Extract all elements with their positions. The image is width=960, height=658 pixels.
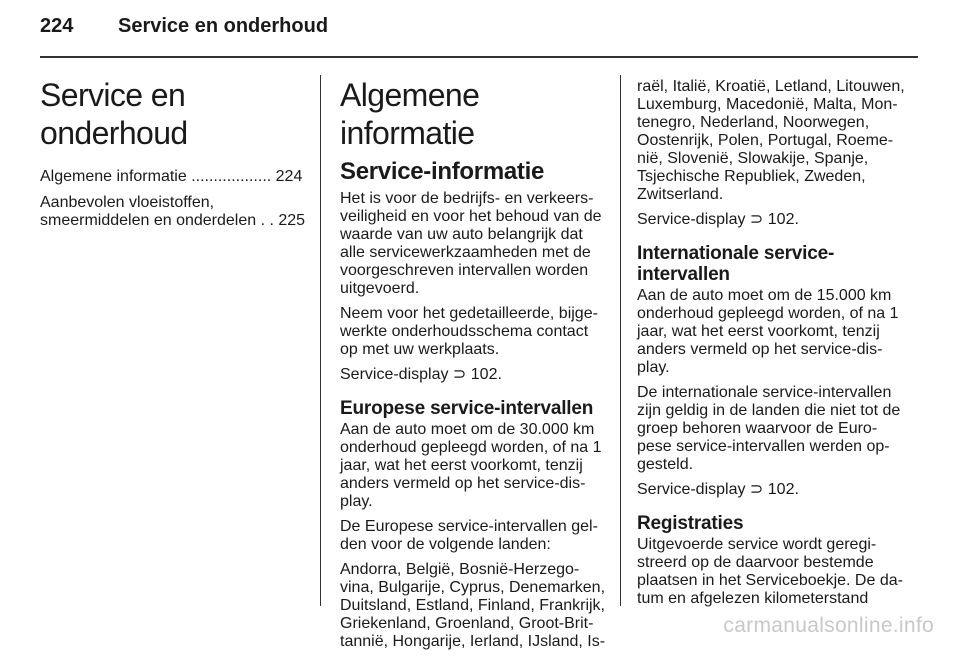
service-informatie-heading: Service-informatie (340, 158, 545, 185)
table-of-contents (40, 168, 308, 230)
registraties-heading: Registraties (637, 513, 744, 534)
internationale-intervallen-heading: Internationale service-intervallen (637, 243, 835, 285)
watermark: carmanualsonline.info (723, 614, 934, 637)
chapter-title: Algemene informatie (340, 77, 480, 151)
section-heading: Service en onderhoud (40, 77, 188, 151)
column-divider-2 (620, 75, 621, 606)
paragraph: Neem voor het gedetailleerde, bijge- werkte onderhoudsschema contact op met uw werkplaats. (340, 305, 598, 358)
toc-entry-aanbevolen-vloeistoffen[interactable]: Aanbevolen vloeistoffen, smeermiddelen en onderdelen . . 225 (40, 194, 306, 229)
europese-intervallen-heading: Europese service-intervallen (340, 398, 594, 419)
header-title: Service en onderhoud (118, 15, 329, 37)
paragraph: De internationale service-intervallen zijn geldig in de landen die niet tot de groep behoren waarvoor de Euro- pese service-intervallen werden op- gesteld. (637, 384, 901, 473)
paragraph: De Europese service-intervallen gel- den voor de volgende landen: (340, 518, 598, 553)
column-divider-1 (320, 75, 321, 606)
paragraph: Uitgevoerde service wordt geregi- streerd op de daarvoor bestemde plaatsen in het Serviceboekje. De da- tum en afgelezen kilometerstand (637, 536, 903, 607)
middle-column (340, 62, 608, 658)
toc-entry-algemene-informatie[interactable]: Algemene informatie .................. 224 (40, 168, 303, 185)
service-display-reference: Service-display ⊃ 102. (340, 366, 502, 383)
paragraph: Aan de auto moet om de 30.000 km onderhoud gepleegd worden, of na 1 jaar, wat het eerst voorkomt, tenzij anders vermeld op het service-dis- play. (340, 421, 602, 510)
service-display-reference: Service-display ⊃ 102. (637, 211, 799, 228)
right-column (637, 78, 907, 615)
paragraph: Aan de auto moet om de 15.000 km onderhoud gepleegd worden, of na 1 jaar, wat het eerst voorkomt, tenzij anders vermeld op het service-dis- play. (637, 287, 899, 376)
left-column (40, 62, 308, 238)
country-list: Andorra, België, Bosnië-Herzego- vina, Bulgarije, Cyprus, Denemarken, Duitsland, Estland, Finland, Frankrijk, Griekenland, Groenland, Groot-Brit- tannië, Hongarije, Ierland, IJsland, Is- (340, 561, 606, 650)
header-rule (40, 56, 918, 58)
country-list-continued: raël, Italië, Kroatië, Letland, Litouwen, Luxemburg, Macedonië, Malta, Mon- tenegro, Nederland, Noorwegen, Oostenrijk, Polen, Portugal, Roeme- nië, Slovenië, Slowakije, Spanje, Tsjechische Republiek, Zweden, Zwitserland. (637, 78, 905, 203)
service-display-reference: Service-display ⊃ 102. (637, 481, 799, 498)
page-number: 224 (40, 15, 74, 37)
page-header (40, 14, 920, 38)
paragraph: Het is voor de bedrijfs- en verkeers- veiligheid en voor het behoud van de waarde van uw auto belangrijk dat alle servicewerkzaamheden met de voorgeschreven intervallen worden uitgevoerd. (340, 190, 602, 297)
